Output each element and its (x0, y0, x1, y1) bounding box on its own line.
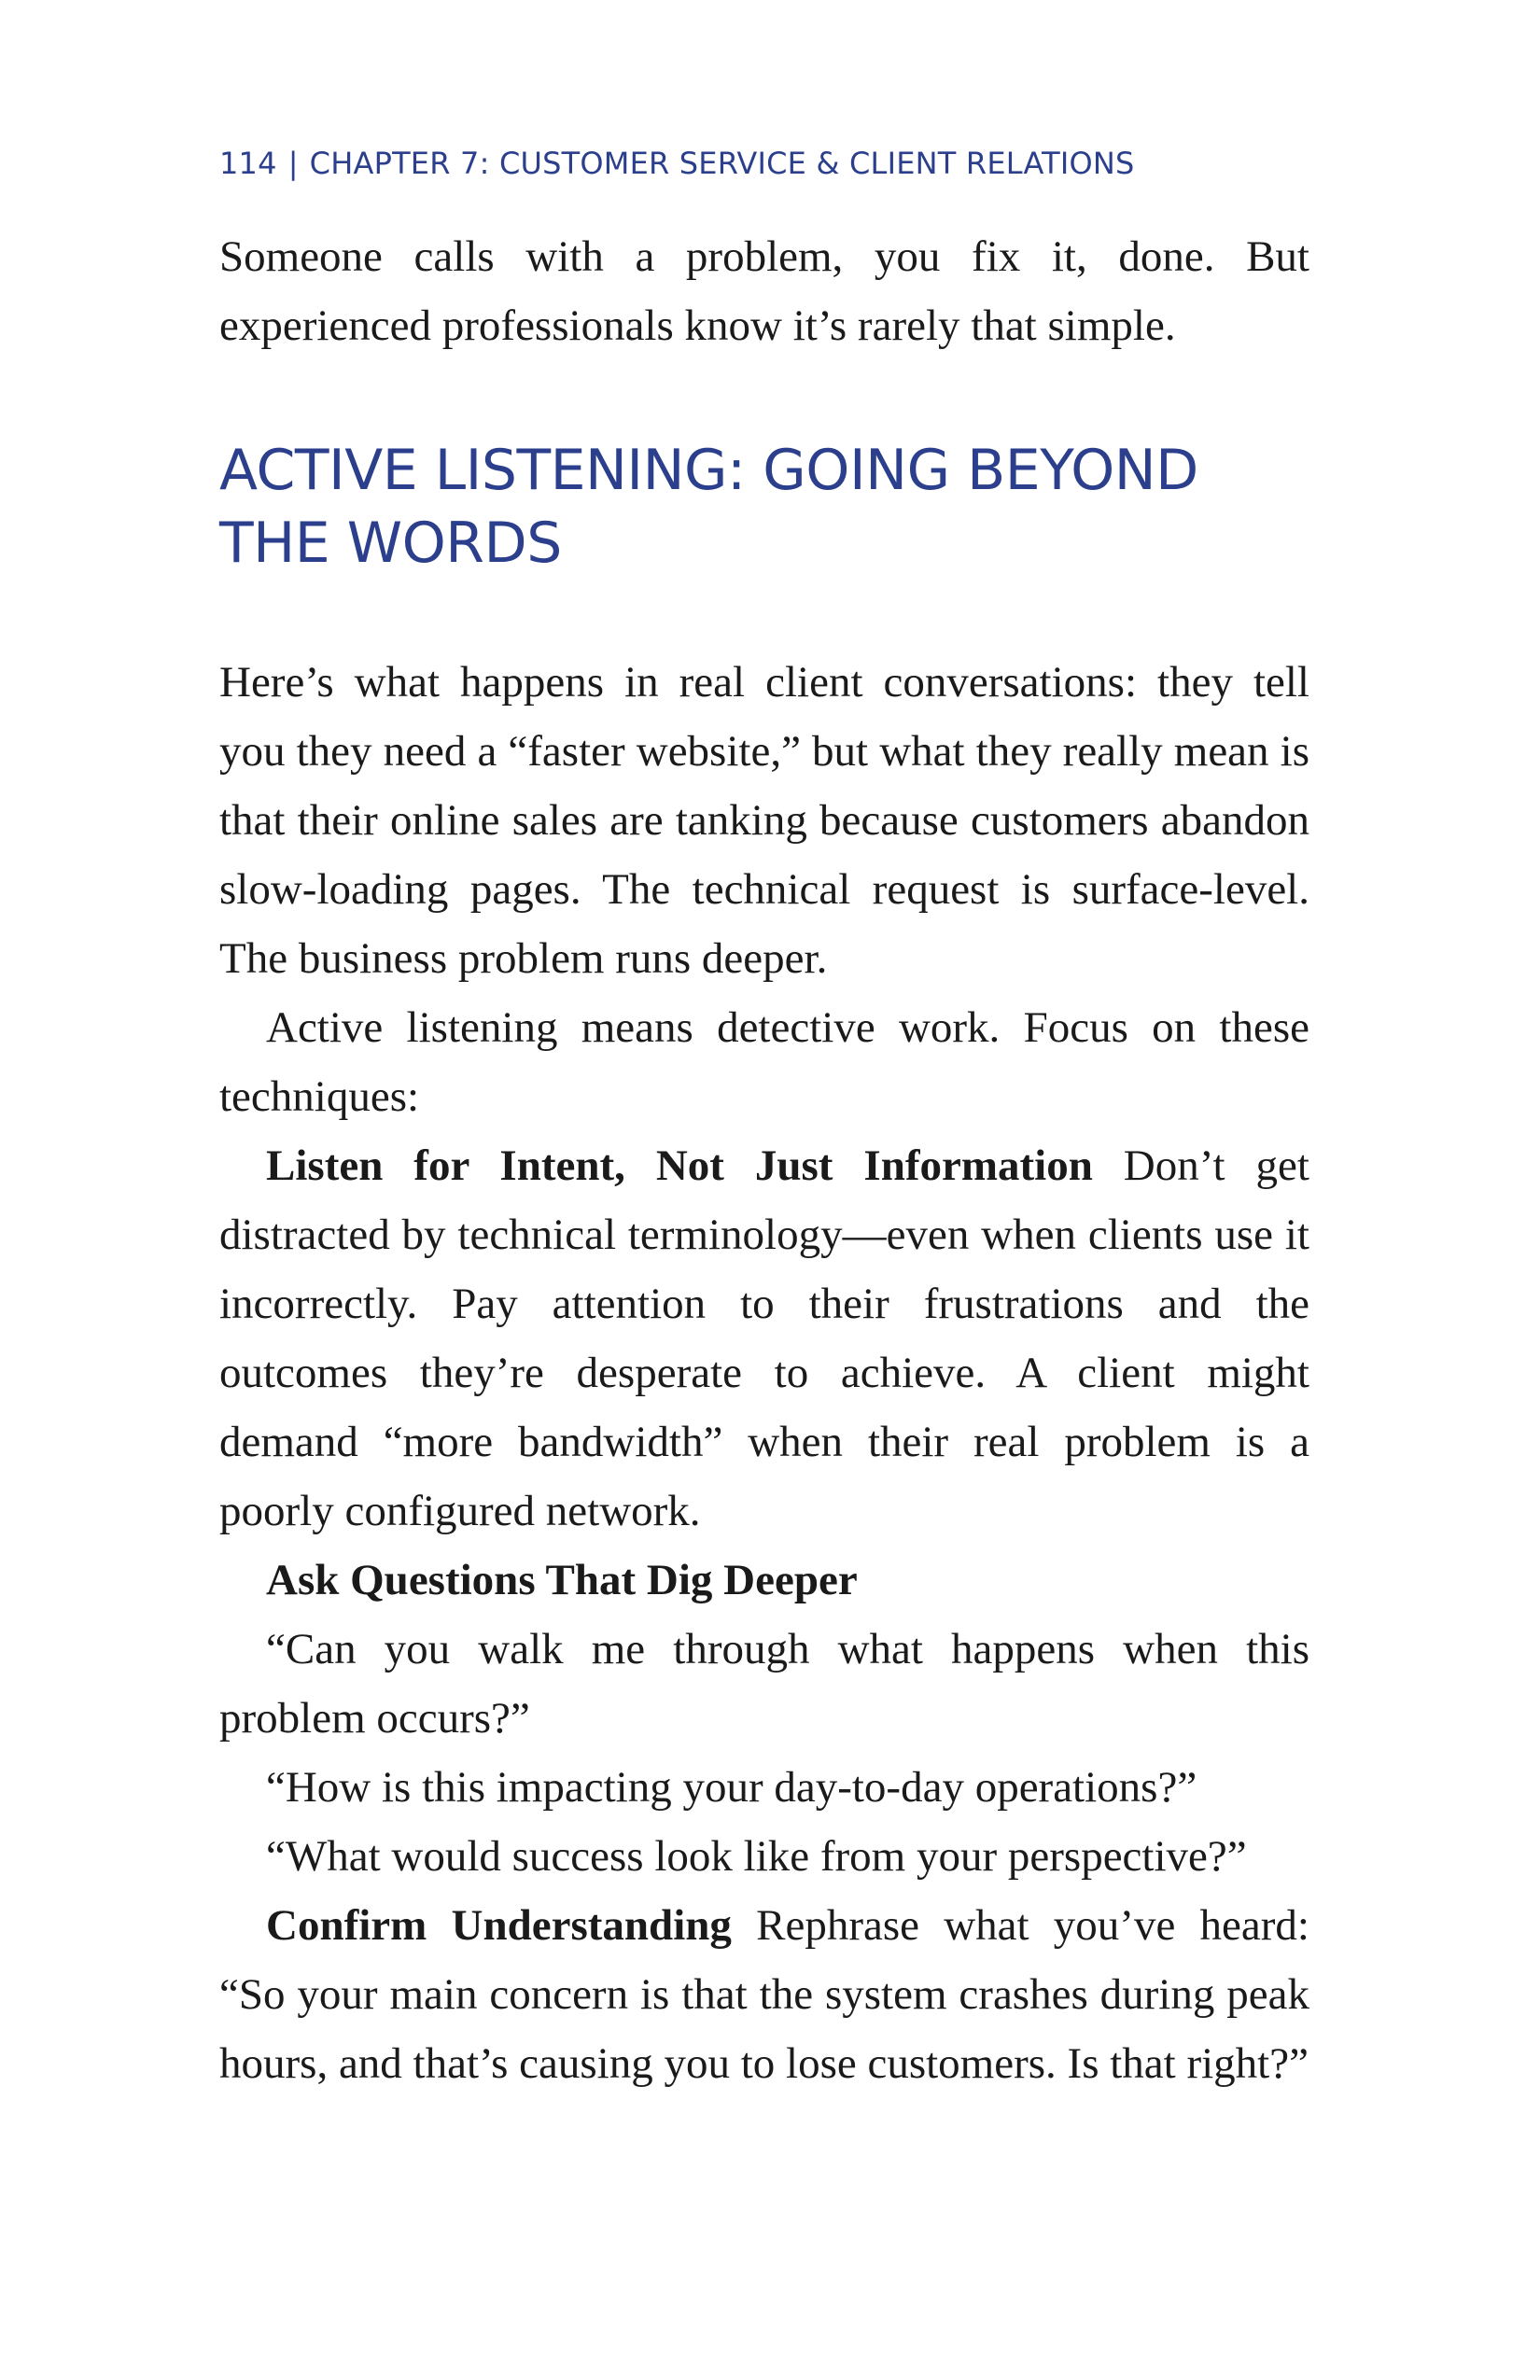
term-listen-for-intent: Listen for Intent, Not Just Information (266, 1141, 1093, 1190)
paragraph-8-text: Rephrase what you’ve heard: “So your main concern is that the system crashes during peak hours, and that’s causing you to lose customers. Is that right?” (219, 1901, 1309, 2088)
intro-paragraph: Someone calls with a problem, you fix it, done. But experienced professionals know it’s rarely that simple. (219, 232, 1309, 350)
paragraph-8 (219, 1891, 1309, 2098)
intro-text (219, 222, 1309, 360)
question-1: “Can you walk me through what happens when this problem occurs?” (219, 1625, 1309, 1743)
paragraph-4 (219, 1546, 1309, 1615)
question-3: “What would success look like from your perspective?” (266, 1832, 1247, 1881)
chapter-title: CHAPTER 7: CUSTOMER SERVICE & CLIENT RELATIONS (309, 146, 1135, 181)
running-head-separator: | (287, 146, 299, 181)
term-ask-questions: Ask Questions That Dig Deeper (266, 1556, 858, 1604)
paragraph-3 (219, 1131, 1309, 1546)
paragraph-2: Active listening means detective work. Focus on these techniques: (219, 1003, 1309, 1121)
book-page (219, 0, 1309, 2380)
running-head (219, 146, 1135, 181)
section-body (219, 648, 1309, 2098)
question-2: “How is this impacting your day-to-day operations?” (266, 1763, 1197, 1812)
term-confirm-understanding: Confirm Understanding (266, 1901, 732, 1950)
paragraph-1: Here’s what happens in real client conversations: they tell you they need a “faster website,” but what they really mean is that their online sales are tanking because customers abandon slow-loading pages. The technical request is surface-level. The business problem runs deeper. (219, 658, 1309, 983)
paragraph-3-text: Don’t get distracted by technical terminology—even when clients use it incorrectly. Pay attention to their frustrations and the outcomes they’re desperate to achieve. A client might demand “more bandwidth” when their real problem is a poorly configured network. (219, 1141, 1309, 1535)
section-heading: ACTIVE LISTENING: GOING BEYOND THE WORDS (219, 438, 1198, 576)
page-number: 114 (219, 146, 277, 181)
